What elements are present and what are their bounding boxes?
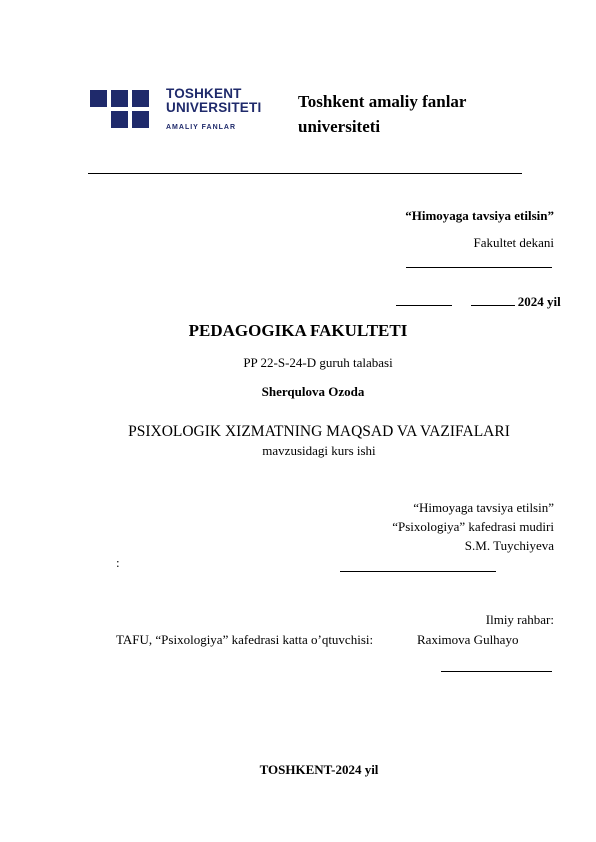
logo-text-line3: AMALIY FANLAR [166,124,237,131]
supervisor-title: Ilmiy rahbar: [485,612,554,627]
supervisor-position: TAFU, “Psixologiya” kafedrasi katta o’qtuvchisi: [116,632,374,647]
logo-text-line1: TOSHKENT [166,86,242,101]
logo-square [90,90,107,107]
supervisor-name: Raximova Gulhayo [417,632,519,647]
footer-city-year: TOSHKENT-2024 yil [259,762,379,777]
approval-date [396,293,561,310]
supervisor-signature-line [441,671,552,672]
approval-role: Fakultet dekani [473,235,554,250]
logo-square [132,90,149,107]
university-name: Toshkent amaliy fanlar universiteti [298,92,467,136]
department-head-role: “Psixologiya” kafedrasi mudiri [392,519,554,534]
logo-square [111,90,128,107]
approval-year: 2024 yil [517,294,561,309]
topic-title: PSIXOLOGIK XIZMATNING MAQSAD VA VAZIFALARI [128,423,510,440]
header-divider [88,173,522,174]
logo-square [132,111,149,128]
topic-caption: mavzusidagi kurs ishi [262,443,376,458]
department-head-name: S.M. Tuychiyeva [464,538,554,553]
department-approval-title: “Himoyaga tavsiya etilsin” [413,500,554,515]
group-text: PP 22-S-24-D guruh talabasi [243,355,393,370]
approval-title: “Himoyaga tavsiya etilsin” [405,208,554,223]
stray-colon: : [116,555,120,570]
logo-text-line2: UNIVERSITETI [166,100,262,115]
logo-square [111,111,128,128]
date-month-blank [471,293,515,306]
student-name: Sherqulova Ozoda [261,384,365,399]
date-day-blank [396,293,452,306]
dean-signature-line [406,267,552,268]
university-logo-mark [90,90,152,132]
faculty-title: PEDAGOGIKA FAKULTETI [188,321,408,340]
department-signature-line [340,571,496,572]
